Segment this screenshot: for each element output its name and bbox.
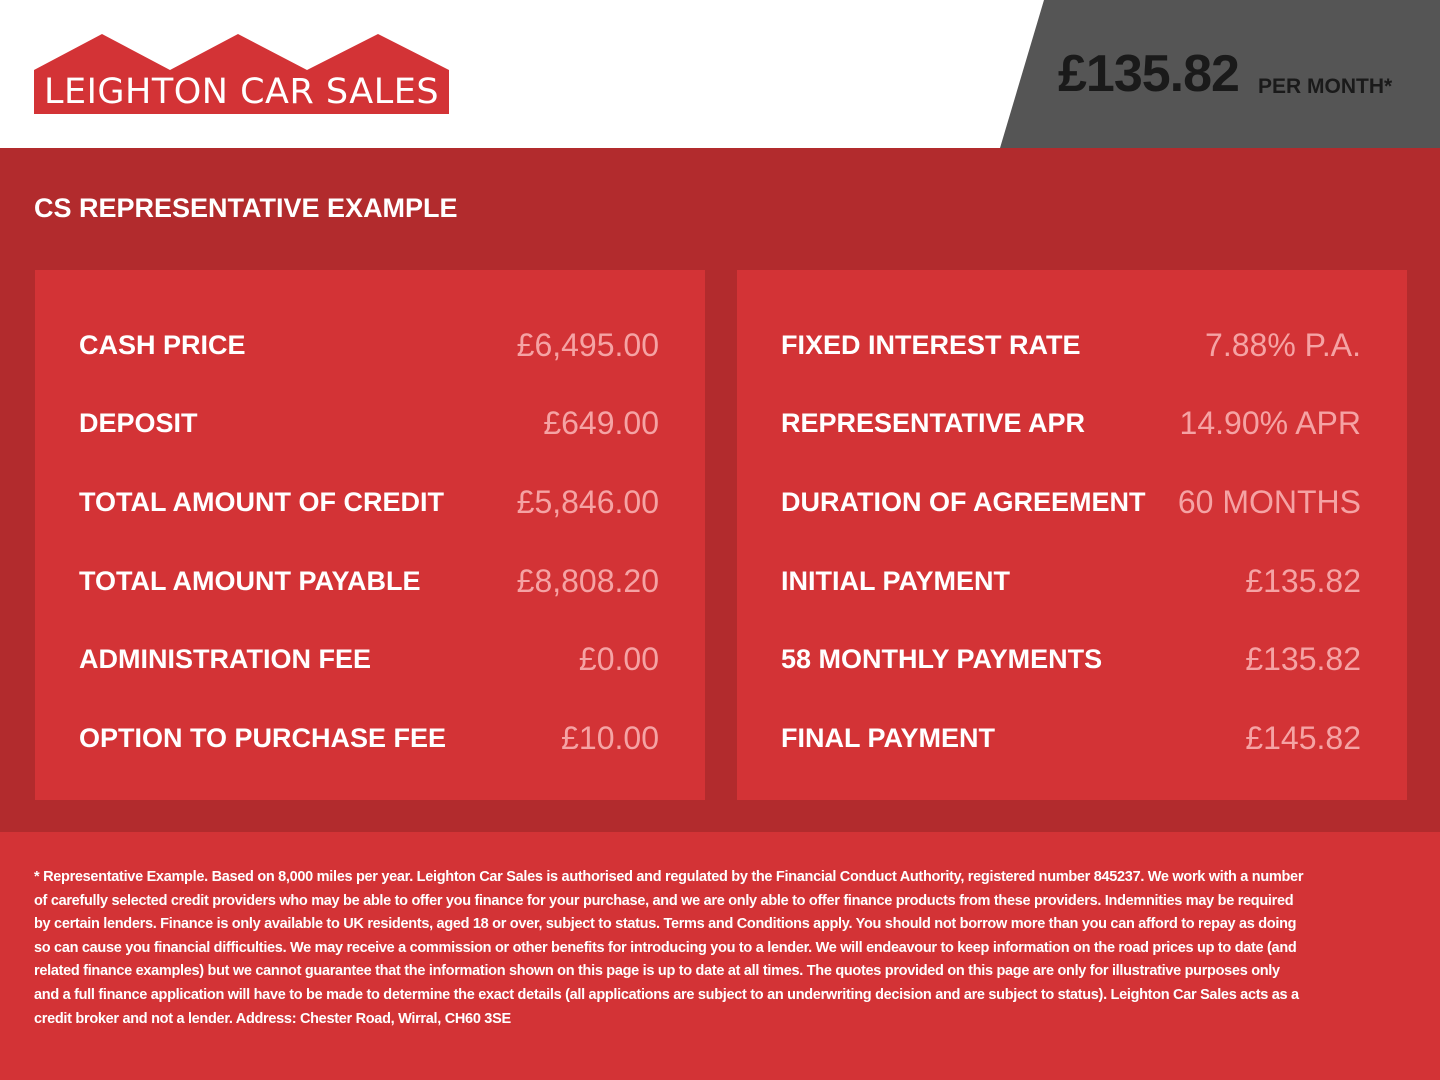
- section-title: CS REPRESENTATIVE EXAMPLE: [34, 193, 458, 223]
- footer: [0, 832, 1440, 1080]
- row-label: DEPOSIT: [79, 408, 198, 438]
- row-value: £6,495.00: [516, 327, 659, 363]
- finance-panel-left: [35, 270, 705, 800]
- finance-row-monthly-payments: [781, 639, 1361, 679]
- disclaimer-text: * Representative Example. Based on 8,000 miles per year. Leighton Car Sales is authorised and regulated by the Financial Conduct Authority, registered number 845237. We work with a number of carefully selected credit providers who may be able to offer you finance for your purchase, and we are only able to offer finance products from these providers. Indemnities may be required by certain lenders. Finance is only available to UK residents, aged 18 or over, subject to status. Terms and Conditions apply. You should not borrow more than you can afford to repay as doing so can cause you financial difficulties. We may receive a commission or other benefits for introducing you to a lender. We will endeavour to keep information on the road prices up to date (and related finance examples) but we cannot guarantee that the information shown on this page is up to date at all times. The quotes provided on this page are only for illustrative purposes only and a full finance application will have to be made to determine the exact details (all applications are subject to an underwriting decision and are subject to status). Leighton Car Sales acts as a credit broker and not a lender. Address: Chester Road, Wirral, CH60 3SE: [34, 869, 1304, 1027]
- finance-row-deposit: [79, 403, 659, 443]
- header: [0, 0, 1440, 148]
- row-value: £8,808.20: [516, 563, 659, 599]
- row-label: ADMINISTRATION FEE: [79, 644, 371, 674]
- row-label: CASH PRICE: [79, 330, 246, 360]
- finance-panel-right: [737, 270, 1407, 800]
- row-value: 7.88% P.A.: [1205, 327, 1361, 363]
- row-value: £0.00: [578, 641, 659, 677]
- finance-example-section: [0, 148, 1440, 832]
- row-value: £5,846.00: [516, 484, 659, 520]
- finance-row-cash-price: [79, 325, 659, 365]
- row-value: £10.00: [561, 720, 659, 756]
- row-label: INITIAL PAYMENT: [781, 566, 1011, 596]
- row-value: £649.00: [543, 405, 659, 441]
- finance-row-duration: [781, 482, 1361, 522]
- row-value: £135.82: [1245, 563, 1361, 599]
- brand-name: LEIGHTON CAR SALES: [43, 72, 440, 112]
- row-label: REPRESENTATIVE APR: [781, 408, 1086, 438]
- finance-row-admin-fee: [79, 639, 659, 679]
- row-label: OPTION TO PURCHASE FEE: [79, 723, 447, 753]
- monthly-price-banner: [1000, 0, 1440, 148]
- finance-row-total-credit: [79, 482, 659, 522]
- finance-row-final-payment: [781, 718, 1361, 758]
- finance-row-total-payable: [79, 561, 659, 601]
- row-value: 60 MONTHS: [1177, 484, 1361, 520]
- finance-row-interest-rate: [781, 325, 1361, 365]
- row-label: TOTAL AMOUNT OF CREDIT: [79, 487, 444, 517]
- row-value: £135.82: [1245, 641, 1361, 677]
- row-value: £145.82: [1245, 720, 1361, 756]
- row-label: 58 MONTHLY PAYMENTS: [781, 644, 1103, 674]
- per-month-label: PER MONTH*: [1258, 75, 1393, 98]
- finance-row-apr: [781, 403, 1361, 443]
- row-label: TOTAL AMOUNT PAYABLE: [79, 566, 421, 596]
- row-value: 14.90% APR: [1179, 405, 1361, 441]
- finance-row-option-fee: [79, 718, 659, 758]
- brand-logo: [34, 32, 449, 114]
- row-label: FINAL PAYMENT: [781, 723, 996, 753]
- row-label: FIXED INTEREST RATE: [781, 330, 1081, 360]
- monthly-price: £135.82: [1058, 45, 1239, 103]
- finance-row-initial-payment: [781, 561, 1361, 601]
- row-label: DURATION OF AGREEMENT: [781, 487, 1146, 517]
